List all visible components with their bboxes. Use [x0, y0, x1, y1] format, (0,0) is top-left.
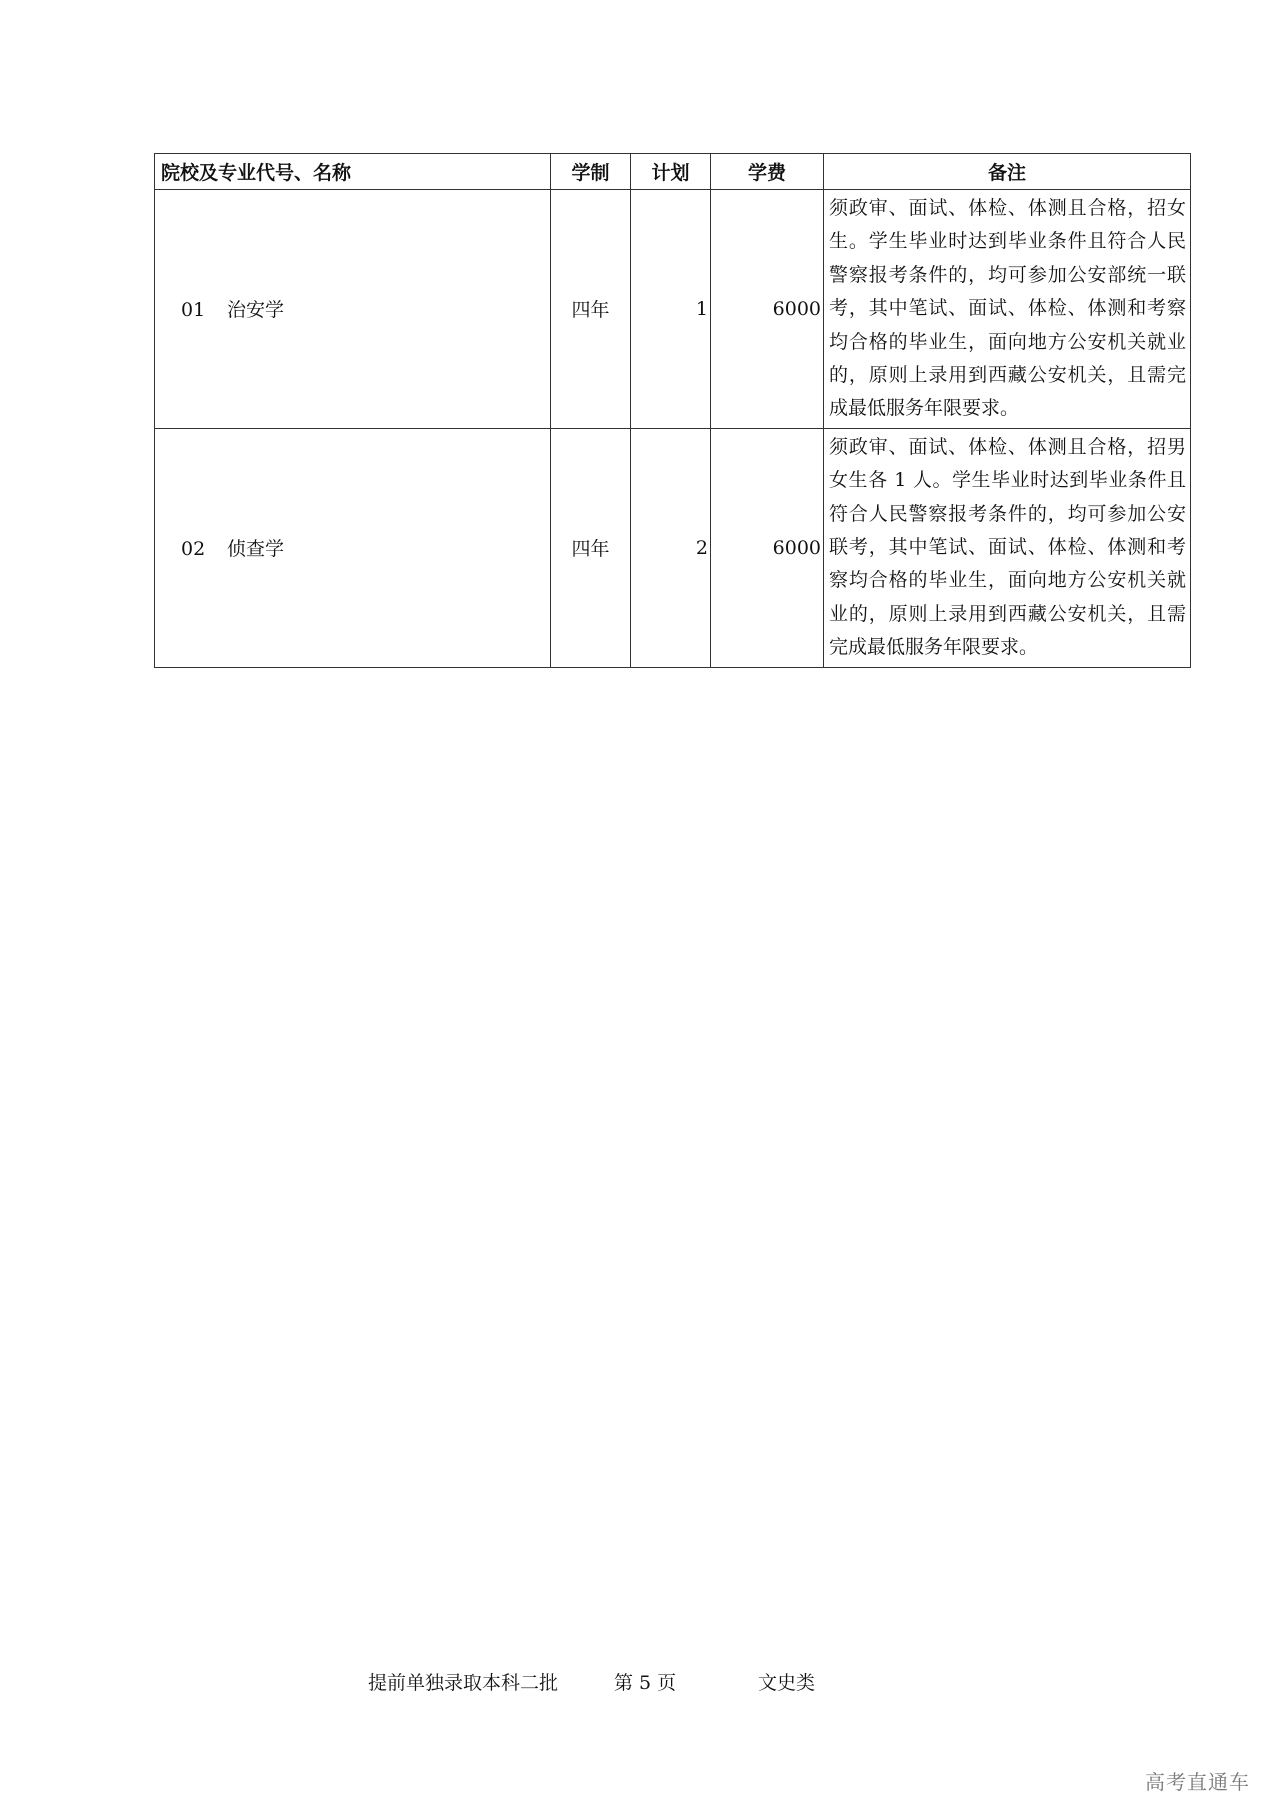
- header-plan: 计划: [631, 154, 711, 190]
- major-code: 01: [181, 299, 206, 322]
- duration-cell: 四年: [551, 190, 631, 429]
- table-row: [155, 428, 1191, 667]
- enrollment-plan-table: [154, 153, 1191, 668]
- footer-batch: 提前单独录取本科二批: [368, 1672, 559, 1694]
- remarks-cell: 须政审、面试、体检、体测且合格，招男女生各 1 人。学生毕业时达到毕业条件且符合人民警察报考条件的，均可参加公安联考，其中笔试、面试、体检、体测和考察均合格的毕业生，面向地方公安机关就业的，原则上录用到西藏公安机关，且需完成最低服务年限要求。: [824, 428, 1191, 667]
- header-remarks: 备注: [824, 154, 1191, 190]
- major-name: 治安学: [227, 299, 285, 322]
- major-code: 02: [181, 538, 206, 561]
- header-tuition: 学费: [711, 154, 824, 190]
- footer-page-number: 第 5 页: [614, 1672, 677, 1694]
- footer-category: 文史类: [758, 1672, 816, 1694]
- major-cell: [155, 428, 551, 667]
- watermark: 高考直通车: [1145, 1770, 1250, 1794]
- table-row: [155, 190, 1191, 429]
- remarks-cell: 须政审、面试、体检、体测且合格，招女生。学生毕业时达到毕业条件且符合人民警察报考条件的，均可参加公安部统一联考，其中笔试、面试、体检、体测和考察均合格的毕业生，面向地方公安机关就业的，原则上录用到西藏公安机关，且需完成最低服务年限要求。: [824, 190, 1191, 429]
- header-duration: 学制: [551, 154, 631, 190]
- plan-cell: 2: [631, 428, 711, 667]
- tuition-cell: 6000: [711, 190, 824, 429]
- table-header-row: [155, 154, 1191, 190]
- duration-cell: 四年: [551, 428, 631, 667]
- major-cell: [155, 190, 551, 429]
- tuition-cell: 6000: [711, 428, 824, 667]
- major-name: 侦查学: [227, 538, 285, 561]
- plan-cell: 1: [631, 190, 711, 429]
- header-name: 院校及专业代号、名称: [155, 154, 551, 190]
